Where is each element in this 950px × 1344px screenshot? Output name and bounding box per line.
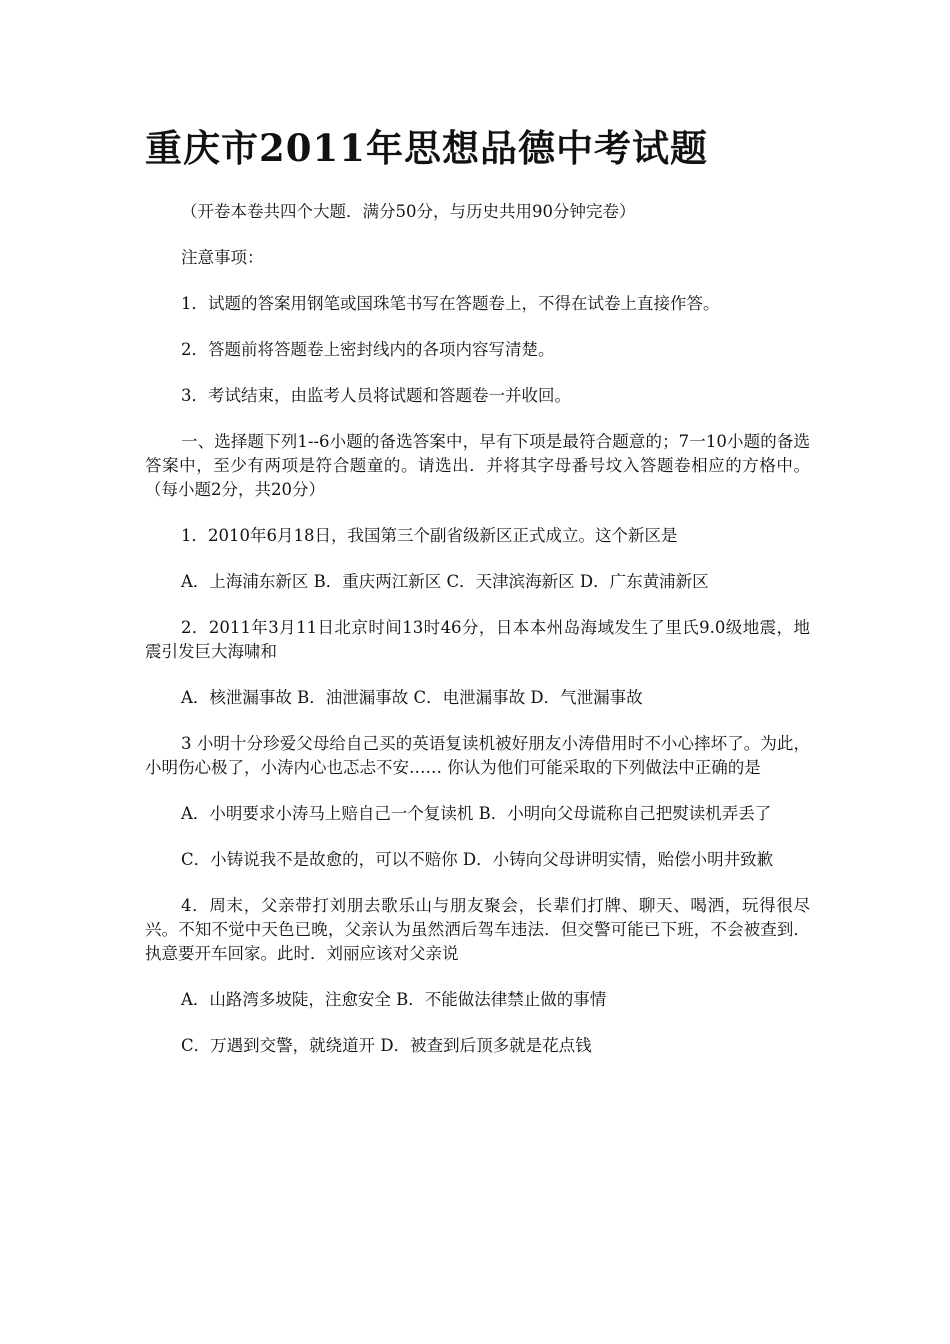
note-item-1: 1．试题的答案用钢笔或国珠笔书写在答题卷上，不得在试卷上直接作答。: [181, 294, 720, 313]
question-1: 1．2010年6月18日，我国第三个副省级新区正式成立。这个新区是: [181, 526, 678, 545]
note-item-2: 2．答题前将答题卷上密封线内的各项内容写清楚。: [181, 340, 555, 359]
question-1-options: A．上海浦东新区 B．重庆两江新区 C．天津滨海新区 D．广东黄浦新区: [181, 572, 709, 591]
question-3: 3 小明十分珍爱父母给自己买的英语复读机被好朋友小涛借用时不小心摔坏了。为此，小明伤心极了，小涛内心也忑忐不安…… 你认为他们可能采取的下列做法中正确的是: [145, 734, 810, 777]
question-3-options-cd: C．小铸说我不是故愈的，可以不赔你 D．小铸向父母讲明实情，贻偿小明井致歉: [181, 850, 774, 869]
notes-heading: 注意事项：: [181, 248, 264, 267]
question-2-options: A．核泄漏事故 B．油泄漏事故 C．电泄漏事故 D．气泄漏事故: [181, 688, 643, 707]
document-title: 重庆市2011年思想品德中考试题: [145, 126, 708, 170]
section-one-intro: 一、选择题下列1--6小题的备选答案中，早有下项是最符合题意的；7一10小题的备选答案中，至少有两项是符合题童的。请选出．并将其字母番号坟入答题卷相应的方格中。（每小题2分，共20分）: [145, 432, 810, 499]
exam-instructions: （开卷本卷共四个大题．满分50分，与历史共用90分钟完卷）: [181, 202, 636, 221]
question-4-options-ab: A．山路湾多坡陡，注愈安全 B．不能做法律禁止做的事情: [181, 990, 607, 1009]
question-3-options-ab: A．小明要求小涛马上赔自己一个复读机 B．小明向父母谎称自己把熨读机弄丢了: [181, 804, 772, 823]
question-4: 4．周末，父亲带打刘朋去歌乐山与朋友聚会，长辈们打牌、聊天、喝洒，玩得很尽兴。不知不觉中天色已晚，父亲认为虽然洒后驾车违法．但交警可能已下班，不会被查到．执意要开车回家。此时．刘丽应该对父亲说: [145, 896, 810, 963]
question-4-options-cd: C．万遇到交警，就绕道开 D．被查到后顶多就是花点钱: [181, 1036, 592, 1055]
note-item-3: 3．考试结束，由监考人员将试题和答题卷一并收回。: [181, 386, 571, 405]
question-2: 2．2011年3月11日北京时间13时46分，日本本州岛海域发生了里氏9.0级地震，地震引发巨大海啸和: [145, 618, 810, 661]
